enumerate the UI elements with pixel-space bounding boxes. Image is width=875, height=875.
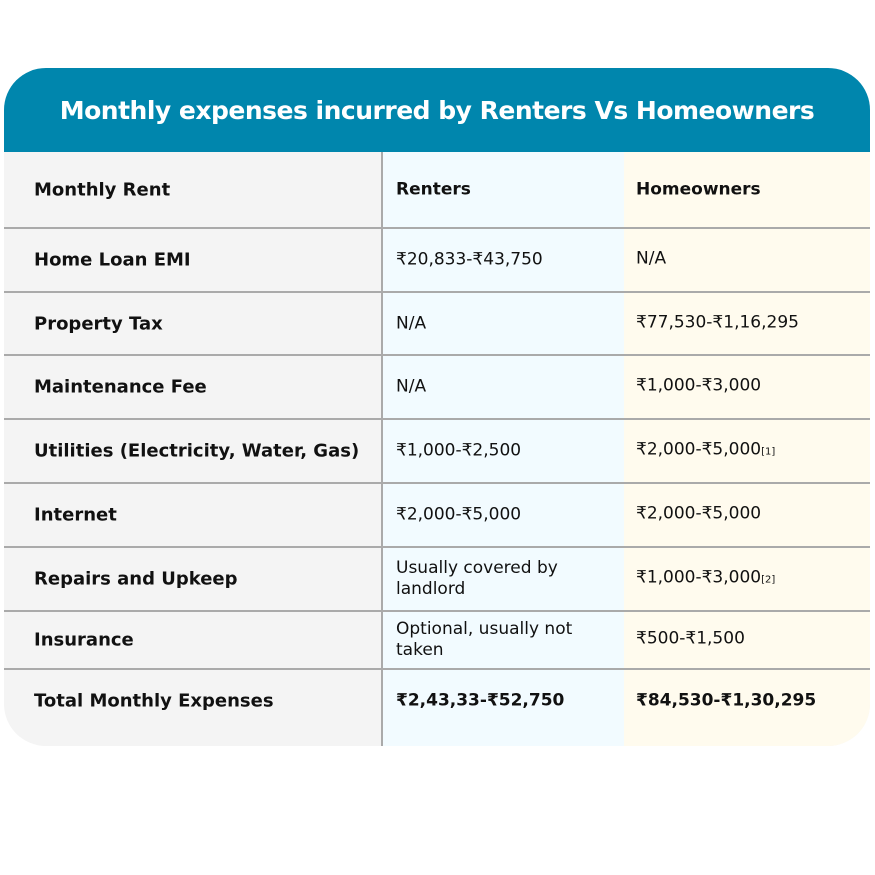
homeowners-cell: [636, 312, 799, 335]
homeowners-text: ₹1,000-₹3,000: [636, 567, 762, 588]
label-text: Utilities (Electricity, Water, Gas): [34, 440, 360, 462]
label-text: Internet: [34, 504, 117, 526]
label-text: Home Loan EMI: [34, 249, 191, 271]
label-cell: [34, 569, 238, 590]
label-cell: [34, 441, 359, 462]
homeowners-text: ₹77,530-₹1,16,295: [636, 312, 799, 332]
homeowners-text: Homeowners: [636, 179, 761, 199]
renters-text: ₹20,833-₹43,750: [396, 249, 543, 270]
homeowners-cell: [636, 629, 745, 652]
footnote-ref[interactable]: [2]: [761, 574, 776, 586]
label-cell: [34, 630, 134, 651]
homeowners-text: ₹2,000-₹5,000: [636, 503, 762, 524]
renters-cell: [396, 505, 611, 526]
renters-cell: [396, 619, 611, 661]
label-cell: [34, 313, 163, 334]
footnote-ref[interactable]: [1]: [761, 446, 776, 458]
table-row: [4, 356, 870, 420]
label-cell: [34, 691, 274, 712]
table-row: [4, 484, 870, 548]
table-row: [4, 293, 870, 356]
homeowners-cell: [636, 440, 775, 463]
homeowners-cell: [636, 179, 761, 200]
renters-cell: [396, 377, 611, 398]
label-cell: [34, 505, 117, 526]
renters-cell: [396, 691, 611, 712]
homeowners-text: ₹2,000-₹5,000: [636, 439, 762, 460]
homeowners-text: ₹500-₹1,500: [636, 628, 745, 649]
renters-text: ₹2,43,33-₹52,750: [396, 690, 565, 711]
homeowners-cell: [636, 249, 666, 272]
homeowners-text: N/A: [636, 248, 667, 269]
table-row: [4, 420, 870, 484]
renters-cell: [396, 313, 611, 334]
label-text: Repairs and Upkeep: [34, 568, 238, 590]
renters-cell: [396, 441, 611, 462]
homeowners-cell: [636, 376, 761, 399]
total-row: [4, 670, 870, 744]
renters-cell: [396, 558, 611, 600]
label-text: Property Tax: [34, 313, 163, 334]
homeowners-cell: [636, 691, 816, 712]
renters-cell: [396, 179, 611, 200]
renters-text: N/A: [396, 376, 427, 397]
renters-cell: [396, 250, 611, 271]
label-text: Insurance: [34, 629, 134, 651]
expense-table: [4, 68, 870, 746]
table-row: [4, 612, 870, 670]
label-cell: [34, 179, 170, 200]
table-title: Monthly expenses incurred by Renters Vs Homeowners: [4, 68, 870, 152]
label-text: Monthly Rent: [34, 179, 171, 200]
homeowners-cell: [636, 568, 775, 591]
table-row: [4, 229, 870, 293]
homeowners-text: ₹84,530-₹1,30,295: [636, 690, 817, 711]
renters-text: ₹1,000-₹2,500: [396, 440, 522, 461]
renters-text: N/A: [396, 313, 427, 333]
renters-text: Optional, usually not taken: [396, 619, 573, 660]
renters-text: Renters: [396, 179, 471, 199]
label-text: Total Monthly Expenses: [34, 690, 274, 712]
homeowners-text: ₹1,000-₹3,000: [636, 375, 762, 396]
renters-text: ₹2,000-₹5,000: [396, 504, 522, 525]
header-row: [4, 152, 870, 229]
homeowners-cell: [636, 504, 761, 527]
renters-text: Usually covered by landlord: [396, 558, 558, 599]
label-cell: [34, 377, 207, 398]
label-text: Maintenance Fee: [34, 376, 207, 398]
table-row: [4, 548, 870, 612]
label-cell: [34, 250, 191, 271]
